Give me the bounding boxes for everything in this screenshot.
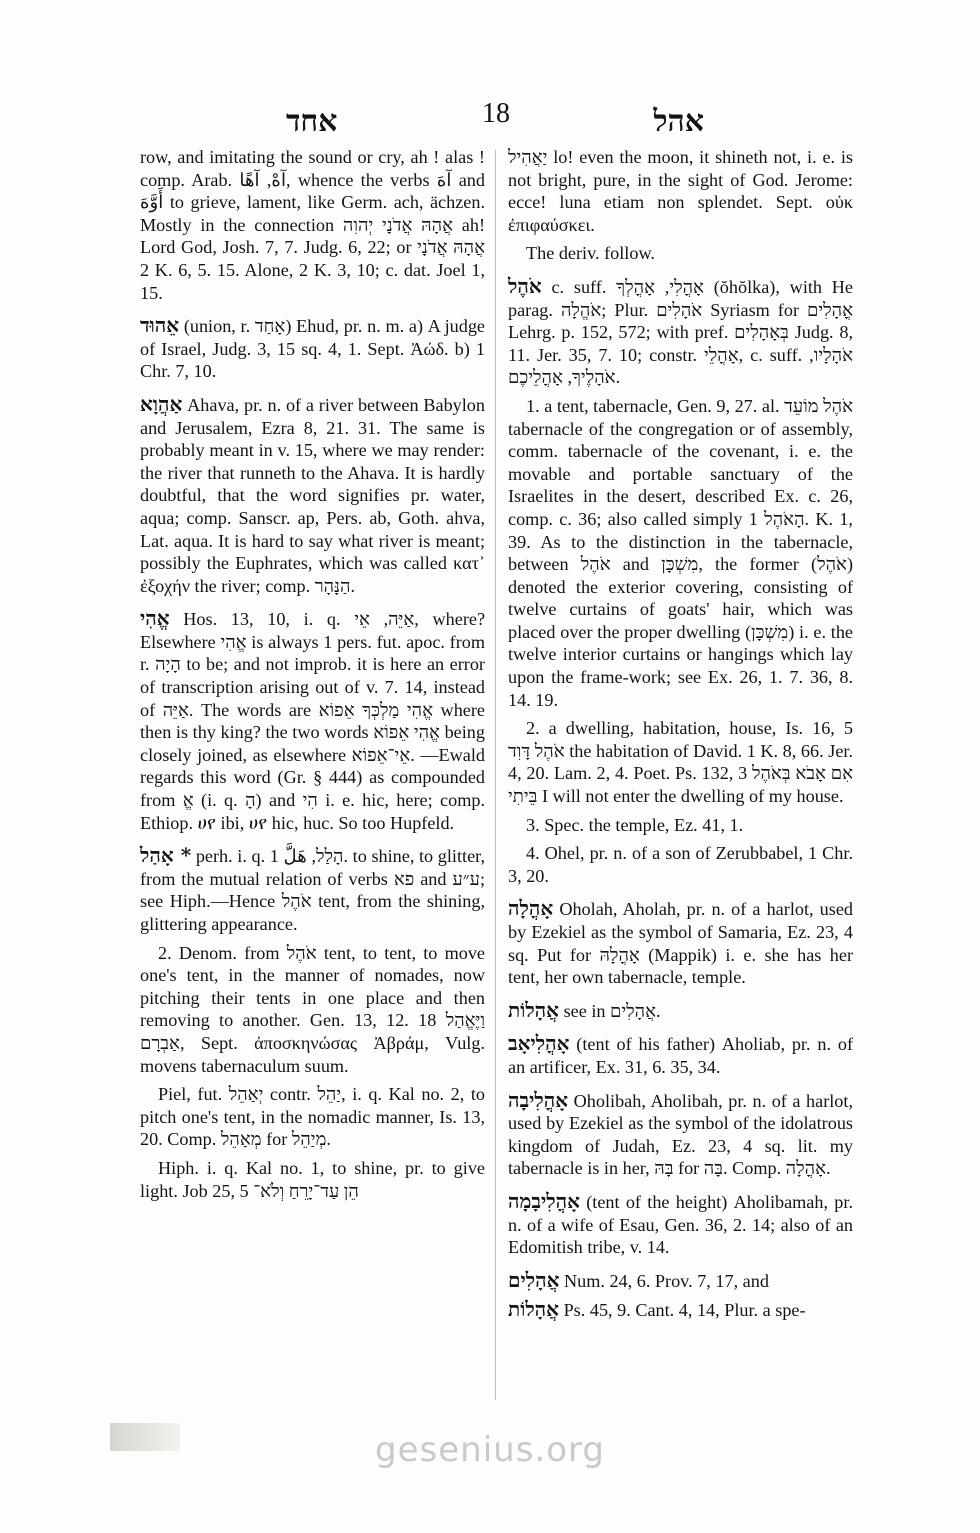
entry-headword: אֲהָלוֹת [508,1297,560,1322]
entry-continuation: יַאֲהִיל lo! even the moon, it shineth not, i. e. is not bright, pure, in the sight of God. Jerome: ecce! luna etiam non splendet. Sept. οὐκ ἐπιφαύσκει. [508,147,853,235]
entry-headword: אֱהִי [140,606,170,631]
dictionary-entry [508,999,853,1023]
page-number: 18 [482,98,510,129]
entry-definition: (tent of the height) Aholibamah, pr. n. of a wife of Esau, Gen. 36, 2. 14; also of an Edomitish tribe, v. 14. [508,1191,853,1258]
entry-headword: אַהֲוָא [140,391,183,416]
entry-definition: (union, r. אָחַד) Ehud, pr. n. m. a) A judge of Israel, Judg. 3, 15 sq. 4, 1. Sept. Ἀώδ. b) 1 Chr. 7, 10. [140,316,485,382]
dictionary-entry [140,844,485,935]
entry-headword: אֲהָלוֹת [508,997,560,1022]
entry-sense: 2. a dwelling, habitation, house, Is. 16, 5 אֹהֶל דָּוִד the habitation of David. 1 K. 8, 66. Jer. 4, 20. Lam. 2, 4. Poet. Ps. 132, 3 אִם אָבֹא בְּאֹהֶל בֵּיתִי I will not enter the dwelling of my house. [508,718,853,807]
entry-definition: Num. 24, 6. Prov. 7, 17, and [563,1270,769,1291]
entry-definition: Hos. 13, 10, i. q. אַיֵּה, אֵי, where? Elsewhere אֱהִי is always 1 pers. fut. apoc. from r. הָיָה to be; and not improb. it is here an error of transcription arising out of v. 7. 14, instead of אַיֵּה. The words are אֱהִי מַלְכְּךָ אֵפוֹא where then is thy king? the two words אֱהִי אֵפוֹא being closely joined, as elsewhere אֵי־אֵפוֹא. —Ewald regards this word (Gr. § 444) as compounded from אֱ (i. q. הָ) and הִי i. e. hic, here; comp. Ethiop. ሀየ ibi, ሀየ hic, huc. So too Hupfeld. [140,609,486,833]
entry-definition: Oholibah, Aholibah, pr. n. of a harlot, used by Ezekiel as the symbol of the idolatrous kingdom of Judah, Ez. 23, 4 sq. lit. my tabernacle is in her, בָּהּ for בָּה. Comp. אָהֳלָה. [508,1090,853,1179]
dictionary-entry [508,1032,853,1078]
entry-definition: perh. i. q. הָלַל, هَلَّ 1. to shine, to glitter, from the mutual relation of verbs פא and ע״ע; see Hiph.—Hence אֹהֶל tent, from the shining, glittering appearance. [140,846,486,934]
entry-sense: 1. a tent, tabernacle, Gen. 9, 27. al. אֹהֶל מוֹעֵד tabernacle of the congregation or of assembly, comm. tabernacle of the covenant, i. e. the movable and portable sanctuary of the Israelites in the desert, described Ex. c. 26, comp. c. 36; also called simply הָאֹהֶל 1. K. 1, 39. As to the distinction in the tabernacle, between אֹהֶל and מִשְׁכָּן, the former (אֹהֶל) denoted the exterior covering, consisting of twelve curtains of goats' hair, which was placed over the proper dwelling (מִשְׁכָּן) i. e. the twelve interior curtains or hangings which lay upon the frame-work; see Ex. 26, 1. 7. 36, 8. 14. 19. [508,395,854,710]
dictionary-entry [508,897,853,988]
running-head-right-word: אהל [653,104,704,139]
entry-continuation: row, and imitating the sound or cry, ah ! alas ! comp. Arab. آهْ, آهًا, whence the verbs آهَ and أَوَّهَ to grieve, lament, like Germ. ach, ächzen. Mostly in the connection אֲהָהּ אֲדֹנָי יְהוִה ah! Lord God, Josh. 7, 7. Judg. 6, 22; or אֲהָהּ אֲדֹנָי 2 K. 6, 5. 15. Alone, 2 K. 3, 10; c. dat. Joel 1, 15. [140,147,485,303]
entry-definition: see in אֲהָלִים. [563,1000,661,1021]
dictionary-entry [508,1190,853,1259]
entry-sense: 2. Denom. from אֹהֶל tent, to tent, to move one's tent, in the manner of nomades, now pitching their tents in one place and then removing to another. Gen. 13, 12. 18 וַיֶּאֱהַל אַבְרָם, Sept. ἀποσκηνώσας Ἀβράμ, Vulg. movens tabernaculum suum. [140,942,485,1076]
entry-headword: אֹהֶל [508,273,542,298]
site-watermark: gesenius.org [375,1430,605,1470]
entry-headword: אֵהוּד [140,313,180,338]
column-gutter [495,150,496,1400]
entry-definition: Ps. 45, 9. Cant. 4, 14, Plur. a spe- [563,1300,806,1321]
entry-definition: (tent of his father) Aholiab, pr. n. of an artificer, Ex. 31, 6. 35, 34. [508,1034,854,1077]
entry-headword: אָהֳלִיבָה [508,1087,569,1112]
dictionary-entry [140,607,485,834]
running-head-left-word: אחד [286,104,338,139]
entry-sense: 3. Spec. the temple, Ez. 41, 1. [526,814,744,835]
entry-sense: 4. Ohel, pr. n. of a son of Zerubbabel, 1 Chr. 3, 20. [508,843,853,886]
entry-headword: אָהֳלִיבָמָה [508,1188,580,1213]
right-column [508,146,853,1328]
entry-headword: אֲהָלִים [508,1267,560,1292]
dictionary-entry [508,275,853,389]
entry-headword: * אָהַל [140,843,192,868]
entry-definition: Oholah, Aholah, pr. n. of a harlot, used by Ezekiel as the symbol of Samaria, Ez. 23, 4 sq. Put for אָהֳלָהּ (Mappik) i. e. she has her tent, her own tabernacle, temple. [508,899,854,988]
running-head [140,98,852,148]
entry-headword: אָהֳלָה [508,896,554,921]
dictionary-entry [508,1298,853,1322]
dictionary-entry [508,1089,853,1180]
entry-sense: Hiph. i. q. Kal no. 1, to shine, pr. to give light. Job 25, 5 הֵן עַד־יָרֵחַ וְלֹא־ [140,1157,485,1201]
entry-sense: The deriv. follow. [526,243,655,264]
entry-definition: Ahava, pr. n. of a river between Babylon and Jerusalem, Ezra 8, 21. 31. The same is probably meant in v. 15, where we may render: the river that runneth to the Ahava. It is hardly doubtful, that the word signifies pr. water, aqua; comp. Sanscr. ap, Pers. ab, Goth. ahva, Lat. aqua. It is hard to say what river is meant; possibly the Euphrates, which was called κατ᾽ ἐξοχήν the river; comp. הַנָּהָר. [140,394,485,596]
dictionary-entry [508,1269,853,1293]
entry-headword: אָהֳלִיאָב [508,1031,570,1056]
dictionary-entry [140,314,485,383]
left-column [140,146,485,1208]
entry-definition: c. suff. אָהֳלִי, אָהֳלְךָ (ŏhŏlka), with He parag. אֹהֱלָה; Plur. אֹהָלִים Syriasm for אֳהָלִים Lehrg. p. 152, 572; with pref. בְּאָהָלִים Judg. 8, 11. Jer. 35, 7. 10; constr. אָהֳלֵי, c. suff. אֹהָלָיו, אֹהָלֶיךָ, אָהֳלֵיכֶם. [508,276,854,388]
dictionary-entry [140,393,485,597]
entry-sense: Piel, fut. יְאַהֵל contr. יַהֵל, i. q. Kal no. 2, to pitch one's tent, in the nomadic manner, Is. 13, 20. Comp. מְאַהֵל for מְיַהֵל. [140,1084,485,1150]
